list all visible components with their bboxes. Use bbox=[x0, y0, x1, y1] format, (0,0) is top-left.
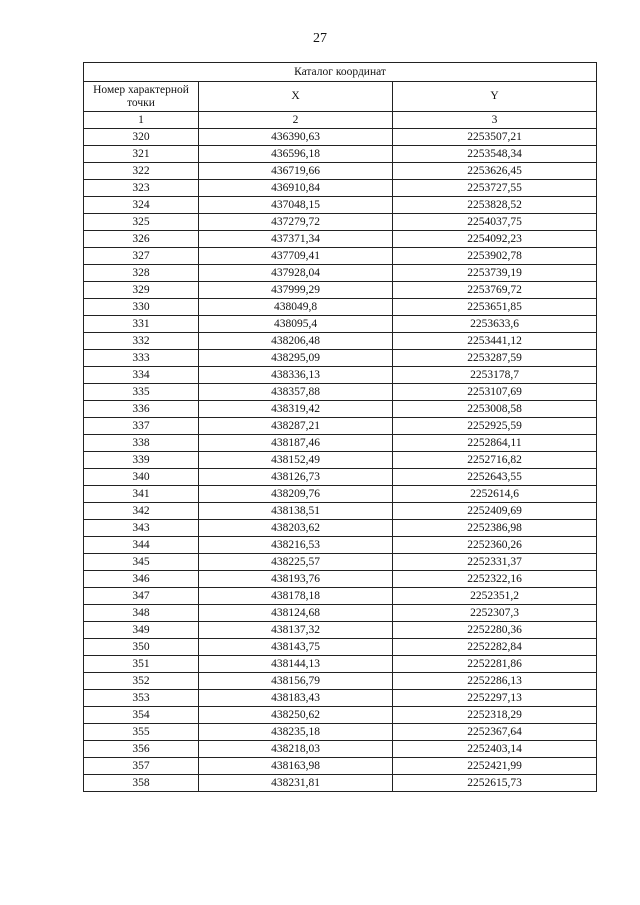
cell-x: 438218,03 bbox=[199, 741, 393, 758]
header-point-number: Номер характерной точки bbox=[84, 82, 199, 112]
table-row bbox=[84, 775, 597, 792]
cell-x: 438124,68 bbox=[199, 605, 393, 622]
cell-point-number: 337 bbox=[84, 418, 199, 435]
cell-y: 2253633,6 bbox=[393, 316, 597, 333]
cell-point-number: 332 bbox=[84, 333, 199, 350]
cell-x: 438319,42 bbox=[199, 401, 393, 418]
cell-point-number: 325 bbox=[84, 214, 199, 231]
cell-x: 438049,8 bbox=[199, 299, 393, 316]
cell-x: 437928,04 bbox=[199, 265, 393, 282]
page-number: 27 bbox=[313, 31, 327, 46]
table-header-row bbox=[84, 82, 597, 112]
cell-x: 436910,84 bbox=[199, 180, 393, 197]
coordinate-catalog-table bbox=[83, 62, 597, 792]
cell-point-number: 330 bbox=[84, 299, 199, 316]
table-row bbox=[84, 656, 597, 673]
cell-y: 2253178,7 bbox=[393, 367, 597, 384]
cell-point-number: 357 bbox=[84, 758, 199, 775]
cell-point-number: 339 bbox=[84, 452, 199, 469]
cell-x: 437371,34 bbox=[199, 231, 393, 248]
table-row bbox=[84, 384, 597, 401]
table-row bbox=[84, 265, 597, 282]
cell-point-number: 344 bbox=[84, 537, 199, 554]
cell-y: 2254092,23 bbox=[393, 231, 597, 248]
cell-x: 437709,41 bbox=[199, 248, 393, 265]
cell-x: 437279,72 bbox=[199, 214, 393, 231]
cell-y: 2252367,64 bbox=[393, 724, 597, 741]
cell-x: 438143,75 bbox=[199, 639, 393, 656]
cell-x: 438178,18 bbox=[199, 588, 393, 605]
cell-point-number: 356 bbox=[84, 741, 199, 758]
cell-y: 2252280,36 bbox=[393, 622, 597, 639]
cell-x: 438250,62 bbox=[199, 707, 393, 724]
header-x: X bbox=[199, 82, 393, 112]
cell-y: 2252282,84 bbox=[393, 639, 597, 656]
cell-point-number: 328 bbox=[84, 265, 199, 282]
cell-y: 2252360,26 bbox=[393, 537, 597, 554]
cell-y: 2253008,58 bbox=[393, 401, 597, 418]
cell-y: 2252925,59 bbox=[393, 418, 597, 435]
cell-y: 2253769,72 bbox=[393, 282, 597, 299]
table-row bbox=[84, 129, 597, 146]
table-row bbox=[84, 197, 597, 214]
cell-point-number: 320 bbox=[84, 129, 199, 146]
cell-y: 2253828,52 bbox=[393, 197, 597, 214]
cell-x: 438357,88 bbox=[199, 384, 393, 401]
cell-point-number: 358 bbox=[84, 775, 199, 792]
table-row bbox=[84, 350, 597, 367]
table-row bbox=[84, 367, 597, 384]
cell-x: 438187,46 bbox=[199, 435, 393, 452]
cell-y: 2252403,14 bbox=[393, 741, 597, 758]
cell-y: 2252322,16 bbox=[393, 571, 597, 588]
cell-point-number: 348 bbox=[84, 605, 199, 622]
table-row bbox=[84, 673, 597, 690]
cell-x: 438336,13 bbox=[199, 367, 393, 384]
column-number-row bbox=[84, 112, 597, 129]
table-title-row bbox=[84, 63, 597, 82]
cell-x: 438231,81 bbox=[199, 775, 393, 792]
cell-y: 2252409,69 bbox=[393, 503, 597, 520]
table-row bbox=[84, 214, 597, 231]
table-row bbox=[84, 639, 597, 656]
cell-y: 2252614,6 bbox=[393, 486, 597, 503]
cell-y: 2253651,85 bbox=[393, 299, 597, 316]
cell-x: 436390,63 bbox=[199, 129, 393, 146]
column-number-3: 3 bbox=[393, 112, 597, 129]
cell-y: 2253441,12 bbox=[393, 333, 597, 350]
cell-point-number: 336 bbox=[84, 401, 199, 418]
cell-point-number: 346 bbox=[84, 571, 199, 588]
table-row bbox=[84, 741, 597, 758]
cell-point-number: 343 bbox=[84, 520, 199, 537]
table-row bbox=[84, 554, 597, 571]
table-row bbox=[84, 520, 597, 537]
cell-point-number: 338 bbox=[84, 435, 199, 452]
cell-point-number: 333 bbox=[84, 350, 199, 367]
cell-y: 2253548,34 bbox=[393, 146, 597, 163]
cell-point-number: 350 bbox=[84, 639, 199, 656]
table-row bbox=[84, 316, 597, 333]
cell-x: 438295,09 bbox=[199, 350, 393, 367]
table-row bbox=[84, 418, 597, 435]
cell-x: 437048,15 bbox=[199, 197, 393, 214]
cell-x: 438235,18 bbox=[199, 724, 393, 741]
cell-x: 438163,98 bbox=[199, 758, 393, 775]
cell-point-number: 355 bbox=[84, 724, 199, 741]
cell-point-number: 352 bbox=[84, 673, 199, 690]
cell-y: 2252297,13 bbox=[393, 690, 597, 707]
cell-point-number: 341 bbox=[84, 486, 199, 503]
cell-y: 2252351,2 bbox=[393, 588, 597, 605]
cell-x: 438126,73 bbox=[199, 469, 393, 486]
cell-x: 438144,13 bbox=[199, 656, 393, 673]
table-row bbox=[84, 452, 597, 469]
table-row bbox=[84, 146, 597, 163]
cell-y: 2252643,55 bbox=[393, 469, 597, 486]
table-row bbox=[84, 282, 597, 299]
cell-y: 2252864,11 bbox=[393, 435, 597, 452]
cell-y: 2252318,29 bbox=[393, 707, 597, 724]
cell-point-number: 327 bbox=[84, 248, 199, 265]
table-row bbox=[84, 486, 597, 503]
table-row bbox=[84, 248, 597, 265]
cell-y: 2253727,55 bbox=[393, 180, 597, 197]
cell-x: 438183,43 bbox=[199, 690, 393, 707]
cell-point-number: 323 bbox=[84, 180, 199, 197]
cell-x: 438095,4 bbox=[199, 316, 393, 333]
cell-point-number: 324 bbox=[84, 197, 199, 214]
cell-y: 2252386,98 bbox=[393, 520, 597, 537]
cell-point-number: 340 bbox=[84, 469, 199, 486]
cell-point-number: 354 bbox=[84, 707, 199, 724]
table-row bbox=[84, 707, 597, 724]
cell-y: 2253739,19 bbox=[393, 265, 597, 282]
cell-x: 438138,51 bbox=[199, 503, 393, 520]
cell-x: 438287,21 bbox=[199, 418, 393, 435]
cell-x: 438216,53 bbox=[199, 537, 393, 554]
table-row bbox=[84, 758, 597, 775]
cell-x: 438152,49 bbox=[199, 452, 393, 469]
cell-x: 438203,62 bbox=[199, 520, 393, 537]
cell-point-number: 331 bbox=[84, 316, 199, 333]
cell-x: 436596,18 bbox=[199, 146, 393, 163]
cell-point-number: 322 bbox=[84, 163, 199, 180]
cell-x: 438137,32 bbox=[199, 622, 393, 639]
cell-x: 437999,29 bbox=[199, 282, 393, 299]
cell-point-number: 353 bbox=[84, 690, 199, 707]
cell-y: 2252716,82 bbox=[393, 452, 597, 469]
cell-y: 2252281,86 bbox=[393, 656, 597, 673]
cell-point-number: 351 bbox=[84, 656, 199, 673]
cell-x: 436719,66 bbox=[199, 163, 393, 180]
table-row bbox=[84, 605, 597, 622]
cell-y: 2252331,37 bbox=[393, 554, 597, 571]
cell-x: 438206,48 bbox=[199, 333, 393, 350]
table-row bbox=[84, 724, 597, 741]
table-row bbox=[84, 299, 597, 316]
table-row bbox=[84, 690, 597, 707]
cell-point-number: 326 bbox=[84, 231, 199, 248]
cell-x: 438209,76 bbox=[199, 486, 393, 503]
table-row bbox=[84, 588, 597, 605]
cell-point-number: 335 bbox=[84, 384, 199, 401]
column-number-1: 1 bbox=[84, 112, 199, 129]
cell-y: 2252421,99 bbox=[393, 758, 597, 775]
cell-y: 2252286,13 bbox=[393, 673, 597, 690]
cell-point-number: 347 bbox=[84, 588, 199, 605]
cell-y: 2253626,45 bbox=[393, 163, 597, 180]
cell-y: 2252307,3 bbox=[393, 605, 597, 622]
table-row bbox=[84, 163, 597, 180]
cell-point-number: 321 bbox=[84, 146, 199, 163]
table-row bbox=[84, 231, 597, 248]
table-row bbox=[84, 180, 597, 197]
cell-point-number: 345 bbox=[84, 554, 199, 571]
cell-y: 2253507,21 bbox=[393, 129, 597, 146]
cell-y: 2253287,59 bbox=[393, 350, 597, 367]
table-row bbox=[84, 537, 597, 554]
header-y: Y bbox=[393, 82, 597, 112]
table-row bbox=[84, 622, 597, 639]
cell-y: 2253902,78 bbox=[393, 248, 597, 265]
table-row bbox=[84, 571, 597, 588]
cell-y: 2254037,75 bbox=[393, 214, 597, 231]
cell-y: 2253107,69 bbox=[393, 384, 597, 401]
cell-point-number: 349 bbox=[84, 622, 199, 639]
cell-point-number: 329 bbox=[84, 282, 199, 299]
table-row bbox=[84, 435, 597, 452]
column-number-2: 2 bbox=[199, 112, 393, 129]
table-row bbox=[84, 333, 597, 350]
table-title: Каталог координат bbox=[84, 63, 597, 82]
table-row bbox=[84, 503, 597, 520]
cell-point-number: 342 bbox=[84, 503, 199, 520]
cell-y: 2252615,73 bbox=[393, 775, 597, 792]
table-row bbox=[84, 401, 597, 418]
cell-x: 438225,57 bbox=[199, 554, 393, 571]
cell-x: 438156,79 bbox=[199, 673, 393, 690]
table-row bbox=[84, 469, 597, 486]
cell-x: 438193,76 bbox=[199, 571, 393, 588]
cell-point-number: 334 bbox=[84, 367, 199, 384]
